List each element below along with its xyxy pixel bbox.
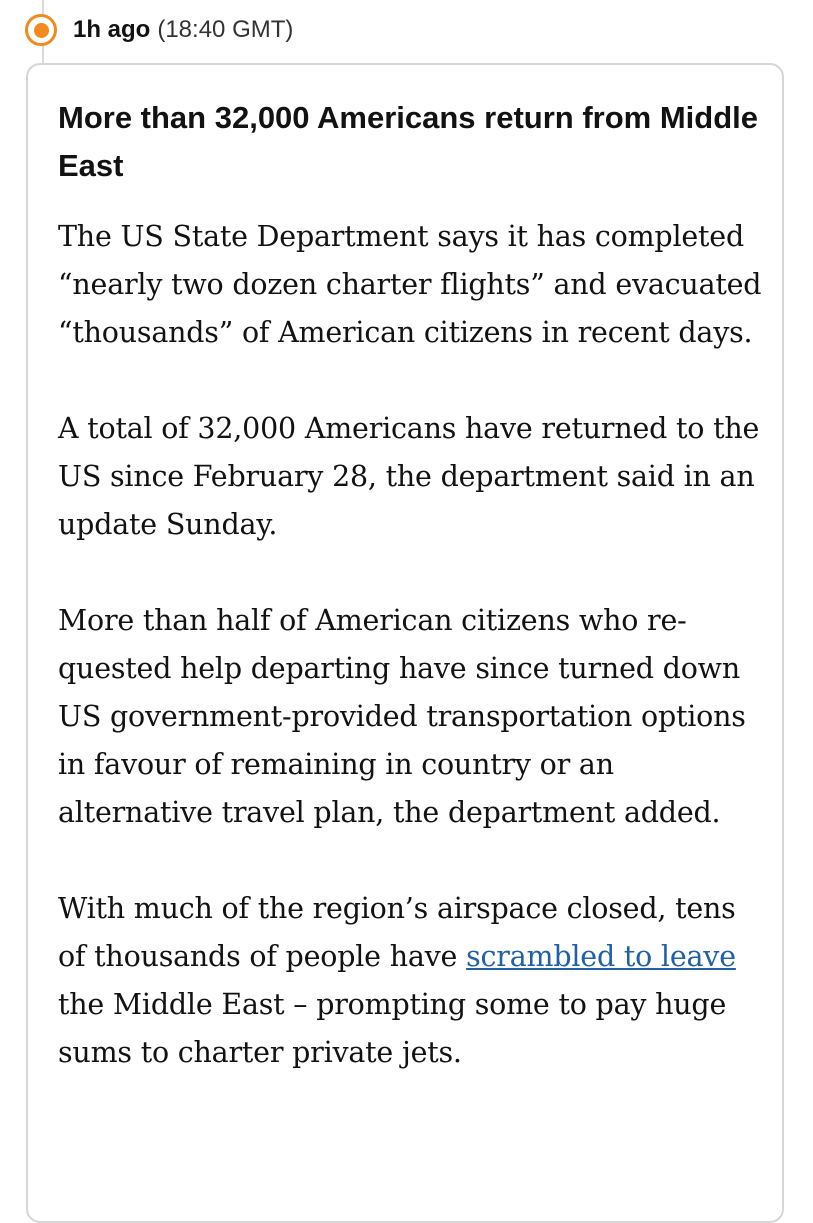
scrambled-to-leave-link[interactable]: scrambled to leave <box>466 940 736 973</box>
entry-header <box>25 12 293 48</box>
paragraph-4 <box>58 885 768 1077</box>
paragraph-4-text-end: the Middle East – prompting some to pay huge sums to charter private jets. <box>58 988 727 1069</box>
paragraph-3: More than half of American citizens who requested help departing have since turned down US government-provided transportation options in favour of remaining in country or an alternative travel plan, the department added. <box>58 604 746 829</box>
paragraph-4-text-start: With much of the region’s airspace closed, tens of thousands of people have <box>58 892 736 973</box>
entry-headline: More than 32,000 Americans return from Middle East <box>58 100 758 183</box>
live-dot-icon <box>25 14 57 46</box>
entry-body <box>58 213 768 1125</box>
paragraph-1: The US State Department says it has completed “nearly two dozen charter flights” and evacuated “thousands” of American citizens in recent days. <box>58 220 762 349</box>
time-gmt: (18:40 GMT) <box>157 16 294 43</box>
time-ago: 1h ago <box>73 16 151 43</box>
paragraph-2: A total of 32,000 Americans have returned to the US since February 28, the department said in an update Sunday. <box>58 412 760 541</box>
live-dot-inner <box>34 23 49 38</box>
